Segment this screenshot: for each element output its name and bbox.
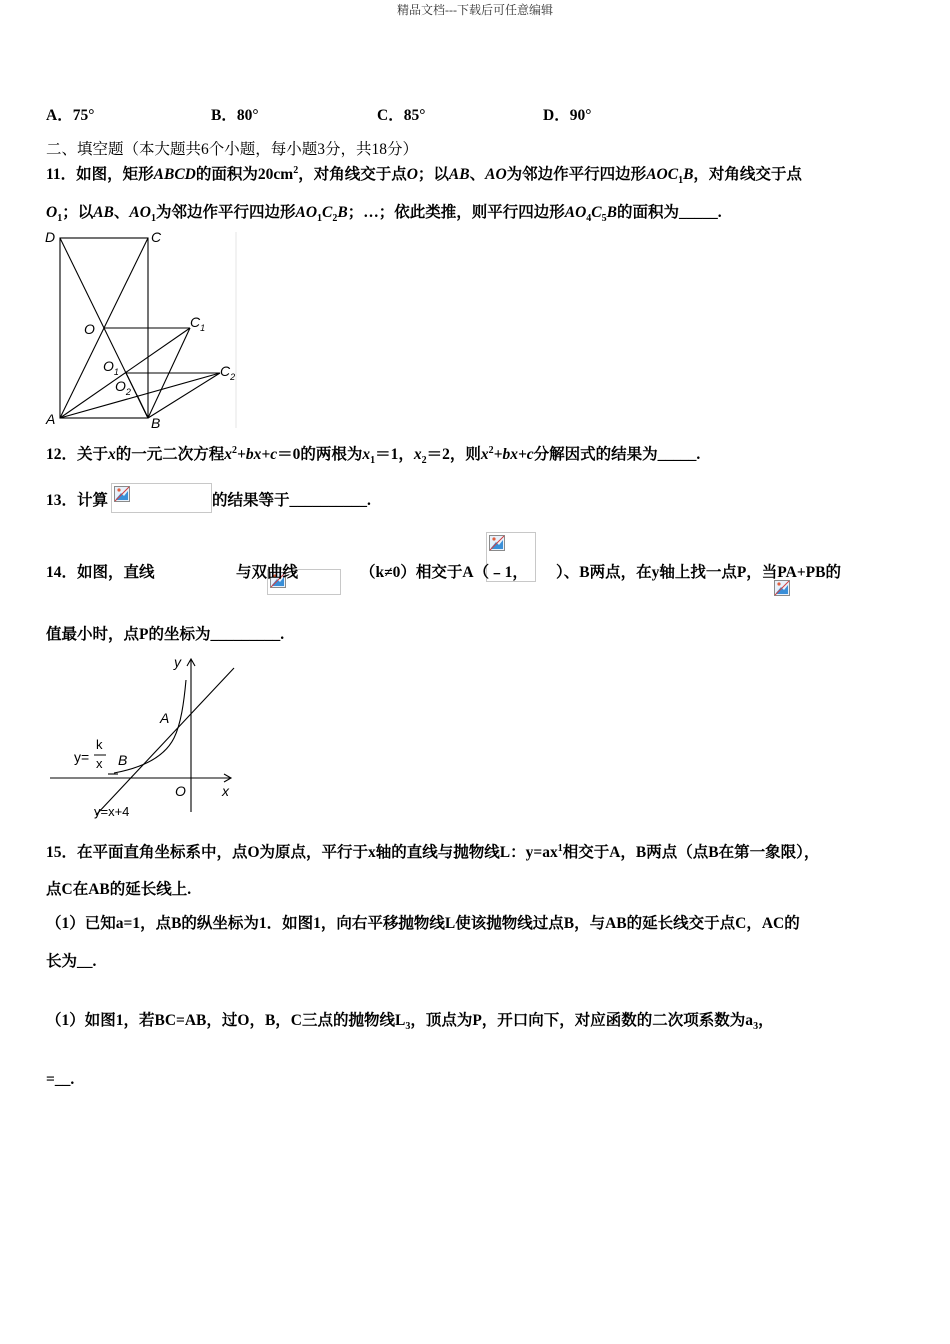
q11-line1: 11．如图，矩形ABCD的面积为$20cm^2$，对角线交于点O；以AB、AO为邻边作平行四边形$AOC_1B$，对角线交于点 [46,164,802,187]
broken-image-icon [489,535,505,551]
formula-image-placeholder [111,483,212,513]
q14-line2: 值最小时，点P的坐标为_________. [46,626,285,643]
label-b: B [118,752,128,768]
label-o: O [175,783,186,799]
page-header: 精品文档---下载后可任意编辑 [397,3,553,17]
q14-text-b: 与双曲线 [236,564,299,581]
line-y-x-plus-4 [96,668,234,815]
q14-text-c: （k≠0）相交于A（﹣1， [360,564,528,581]
label-a: A [160,710,170,726]
q15-part1-line1: （1）已知a=1，点B的纵坐标为1．如图1，向右平移抛物线L使该抛物线过点B，与AB的延长线交于点C，AC的 [46,915,800,932]
label-c2: $C_2$ [220,363,236,382]
hyperbola-eq-k: k [96,737,103,752]
label-b: B [151,415,161,431]
q13-label: 13．计算 [46,492,109,509]
segment-o2b [137,395,148,418]
q15-line2: 点C在AB的延长线上. [46,881,192,898]
hyperbola-eq-lhs: y= [74,749,90,765]
q11-line2: $O_1$；以AB、$AO_1$为邻边作平行四边形$AO_1C_2B$；…；依此类推，则平行四边形$AO_4C_5B$的面积为_____. [46,204,722,225]
segment-ac2 [60,373,220,418]
label-o1: $O_1$ [103,358,119,377]
hyperbola-eq-x: x [96,756,103,771]
label-c1: $C_1$ [190,314,206,333]
hyperbola-line-figure [46,650,242,822]
q15-line1: 15．在平面直角坐标系中，点O为原点，平行于x轴的直线与抛物线L：$y=ax^1$相交于A，B两点（点B在第一象限）， [46,842,820,861]
q14-text-d: ）、B两点，在y轴上找一点P，当PA+PB的 [556,564,841,581]
broken-image-icon [114,486,130,502]
q13-suffix: 的结果等于__________. [212,492,371,509]
label-o: O [84,321,95,337]
q14-label: 14．如图，直线 [46,564,155,581]
q15-part2-line2: =__. [46,1071,75,1088]
q15-part1-line2: 长为__. [46,953,97,970]
choice-b: B．80° [211,107,259,124]
section-title: 二、填空题（本大题共6个小题，每小题3分，共18分） [46,141,419,158]
label-c: C [151,229,162,245]
label-y: y [174,654,181,670]
label-a: A [46,411,56,427]
choice-a: A．75° [46,107,95,124]
choice-c: C．85° [377,107,426,124]
coordinate-image-placeholder [774,580,792,598]
line-eq-label: y=x+4 [94,804,130,819]
choice-d: D．90° [543,107,592,124]
label-d: D [45,229,56,245]
q15-part2-line1: （1）如图1，若BC=AB，过O，B，C三点的抛物线$L_3$，顶点为P，开口向下，对应函数的二次项系数为$a_3$， [46,1012,774,1033]
q12-line: 12．关于x的一元二次方程$x^2+bx+c=0$的两根为$x_1=1$，$x_2=2$，则$x^2+bx+c$分解因式的结果为_____. [46,444,701,467]
label-x: x [222,783,229,799]
rectangle-parallelogram-figure [40,228,240,432]
label-o2: $O_2$ [115,378,131,397]
